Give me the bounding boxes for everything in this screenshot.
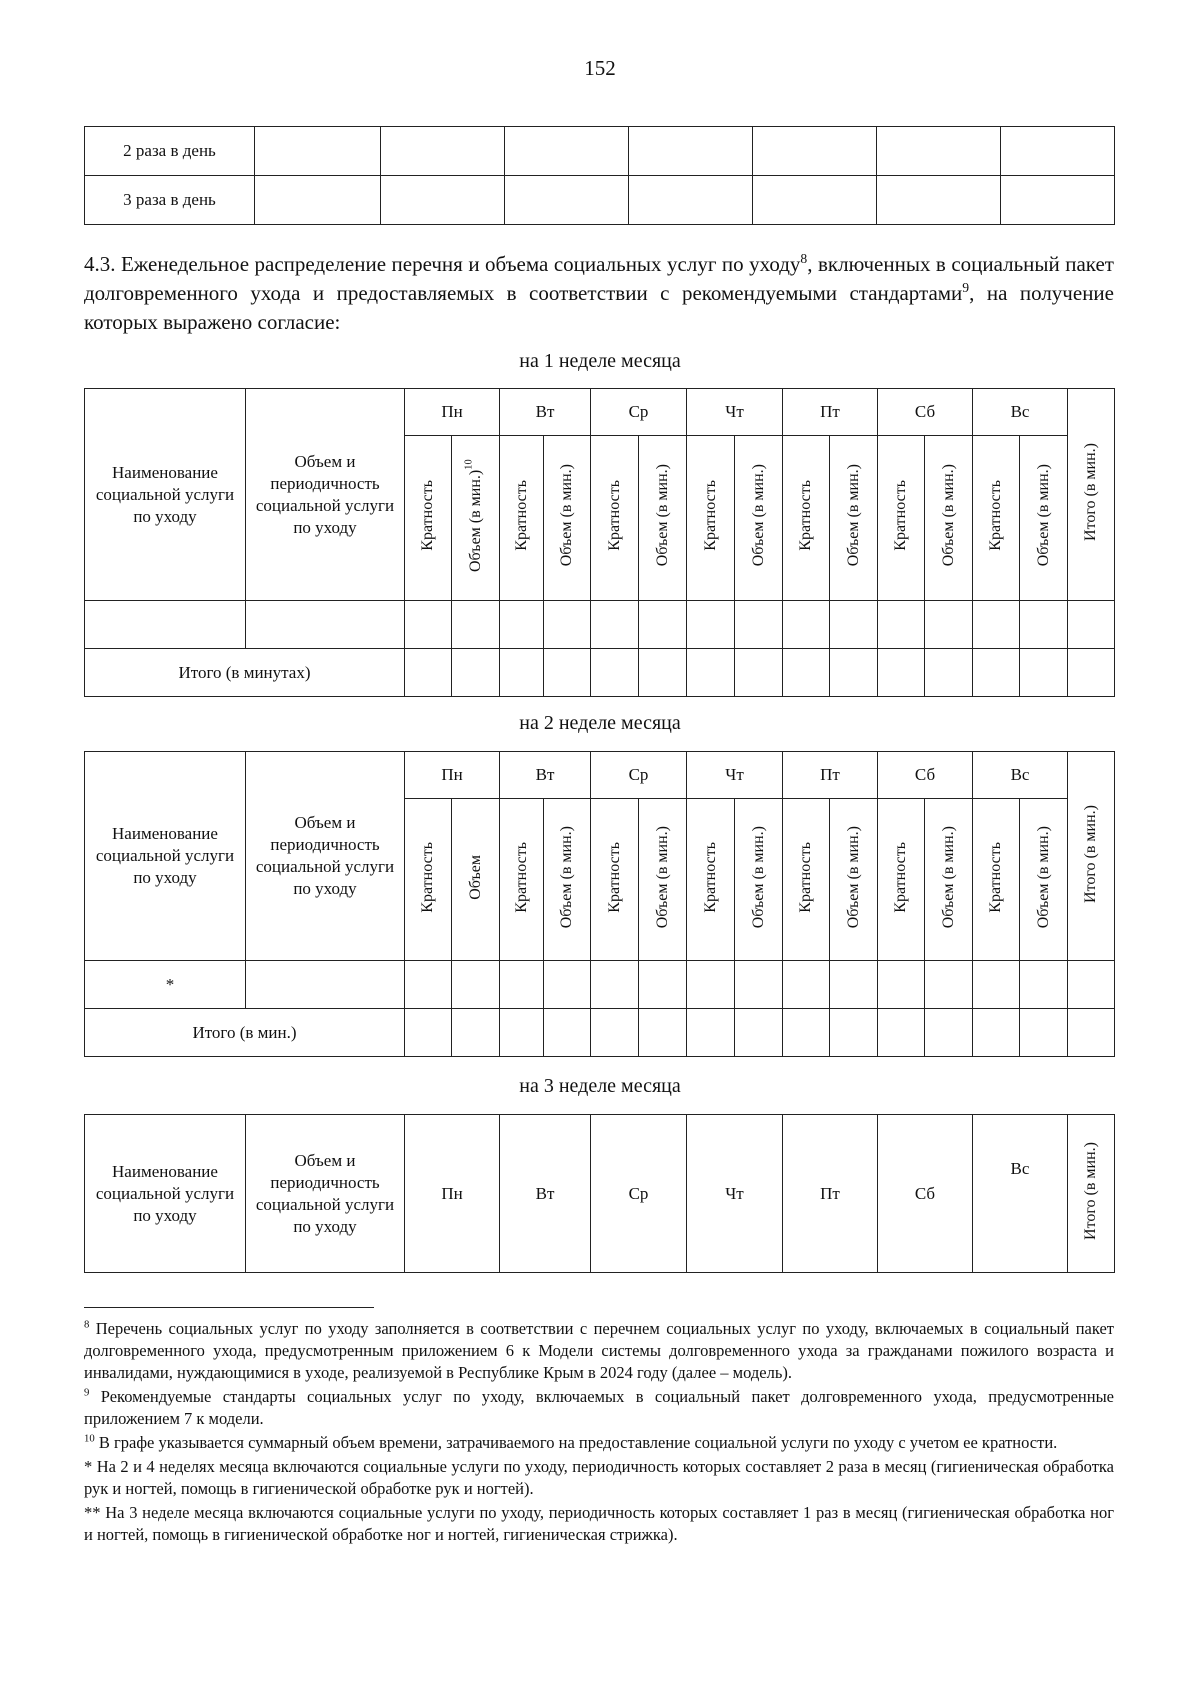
week2-caption: на 2 неделе месяца — [519, 712, 681, 734]
header-volume: Объем (в мин.) — [558, 825, 575, 929]
table-row — [85, 127, 1115, 176]
header-total: Итого (в мин.) — [1082, 443, 1100, 541]
header-total: Итого (в мин.) — [1082, 804, 1100, 903]
header-volume-periodicity: Объем и периодичность социальной услуги по уходу — [246, 1115, 405, 1273]
header-volume: Объем (в мин.) — [939, 825, 957, 929]
day-header: Вт — [500, 1115, 591, 1273]
day-header: Пт — [783, 752, 878, 799]
table-row — [85, 961, 1115, 1009]
day-header: Чт — [687, 1115, 783, 1273]
day-header: Пт — [783, 389, 878, 436]
header-service-name: Наименование социальной услуги по уходу — [85, 752, 246, 961]
header-volume: Объем (в мин.) — [749, 464, 767, 567]
day-header: Ср — [591, 1115, 687, 1273]
footnote-double-star: ** На 3 неделе месяца включаются социальные услуги по уходу, периодичность которых составляет 1 раз в месяц (гигиеническая обработка ног и ногтей, помощь в гигиенической обработке ног и ногтей, гигиеническая стрижка). — [84, 1503, 1114, 1544]
header-multiplicity: Кратность — [512, 841, 530, 913]
header-volume: Объем (в мин.) — [653, 825, 671, 929]
day-header: Пн — [405, 752, 500, 799]
footnotes — [84, 1318, 1114, 1548]
day-header: Чт — [687, 752, 783, 799]
header-volume-periodicity: Объем и периодичность социальной услуги по уходу — [246, 752, 405, 961]
header-service-name: Наименование социальной услуги по уходу — [85, 1115, 246, 1273]
header-multiplicity: Кратность — [987, 480, 1005, 551]
asterisk-mark: * — [85, 961, 246, 1009]
day-header: Пн — [405, 1115, 500, 1273]
day-header: Пт — [783, 1115, 878, 1273]
total-label: Итого (в минутах) — [85, 649, 405, 697]
header-multiplicity: Кратность — [892, 480, 910, 551]
header-multiplicity: Кратность — [512, 480, 530, 551]
header-volume: Объем — [466, 854, 484, 900]
header-volume: Объем (в мин.) — [749, 825, 767, 929]
header-volume: Объем (в мин.) — [1034, 464, 1052, 567]
week3-table — [84, 1114, 1115, 1273]
day-header: Чт — [687, 389, 783, 436]
day-header: Ср — [591, 752, 687, 799]
day-header: Вс — [973, 1115, 1068, 1273]
week3-caption: на 3 неделе месяца — [519, 1075, 681, 1097]
frequency-label: 2 раза в день — [85, 127, 255, 176]
footnote-divider — [84, 1307, 374, 1308]
day-header: Сб — [878, 1115, 973, 1273]
header-multiplicity: Кратность — [797, 841, 815, 913]
header-volume: Объем (в мин.) — [558, 464, 575, 567]
header-multiplicity: Кратность — [605, 841, 623, 913]
table-row — [85, 1009, 1115, 1057]
header-multiplicity: Кратность — [419, 841, 436, 913]
header-volume: Объем (в мин.) — [844, 464, 862, 567]
frequency-table — [84, 126, 1115, 225]
header-multiplicity: Кратность — [797, 480, 815, 551]
header-multiplicity: Кратность — [701, 841, 719, 913]
table-row — [85, 649, 1115, 697]
week2-table — [84, 751, 1115, 1057]
header-total: Итого (в мин.) — [1082, 1142, 1099, 1240]
day-header: Ср — [591, 389, 687, 436]
week1-caption: на 1 неделе месяца — [519, 350, 681, 372]
header-volume: Объем (в мин.) — [844, 825, 862, 929]
header-multiplicity: Кратность — [419, 480, 436, 551]
page-number: 152 — [584, 56, 616, 80]
footnote-10: $^{10}$ В графе указывается суммарный объем времени, затрачиваемого на предоставление социальной услуги по уходу с учетом ее кратности. — [84, 1432, 1058, 1452]
footnote-8: $^8$ Перечень социальных услуг по уходу заполняется в соответствии с перечнем социальных услуг по уходу, включаемых в социальный пакет долговременного ухода, предусмотренным приложением 6 к Модели системы долговременного ухода за гражданами пожилого возраста и инвалидами, нуждающимися в уходе, реализуемой в Республике Крым в 2024 году (далее – модель). — [84, 1318, 1114, 1382]
header-volume: Объем (в мин.)$^{10}$ — [463, 459, 484, 572]
day-header: Пн — [405, 389, 500, 436]
header-volume: Объем (в мин.) — [653, 464, 671, 567]
day-header: Вт — [500, 752, 591, 799]
header-volume: Объем (в мин.) — [1034, 825, 1052, 929]
day-header: Вс — [973, 752, 1068, 799]
header-service-name: Наименование социальной услуги по уходу — [85, 389, 246, 601]
header-multiplicity: Кратность — [892, 841, 910, 913]
section-heading: 4.3. Еженедельное распределение перечня и объема социальных услуг по уходу$^8$, включенных в социальный пакет долговременного ухода и предоставляемых в соответствии с рекомендуемыми стандартами$^9$, на получение которых выражено согласие: — [84, 251, 1114, 334]
table-row — [85, 176, 1115, 225]
footnote-9: $^9$ Рекомендуемые стандарты социальных услуг по уходу, включаемых в социальный пакет долговременного ухода, предусмотренные приложением 7 к модели. — [84, 1386, 1114, 1428]
table-row — [85, 601, 1115, 649]
day-header: Вс — [973, 389, 1068, 436]
week1-table — [84, 388, 1115, 697]
header-multiplicity: Кратность — [987, 841, 1005, 913]
day-header: Вт — [500, 389, 591, 436]
day-header: Сб — [878, 389, 973, 436]
header-multiplicity: Кратность — [701, 480, 719, 551]
header-volume-periodicity: Объем и периодичность социальной услуги по уходу — [246, 389, 405, 601]
total-label: Итого (в мин.) — [85, 1009, 405, 1057]
frequency-label: 3 раза в день — [85, 176, 255, 225]
footnote-star: * На 2 и 4 неделях месяца включаются социальные услуги по уходу, периодичность которых составляет 2 раза в месяц (гигиеническая обработка рук и ногтей, помощь в гигиенической обработке рук и ногтей). — [84, 1457, 1114, 1498]
header-volume: Объем (в мин.) — [939, 464, 957, 567]
day-header: Сб — [878, 752, 973, 799]
header-multiplicity: Кратность — [605, 480, 623, 551]
